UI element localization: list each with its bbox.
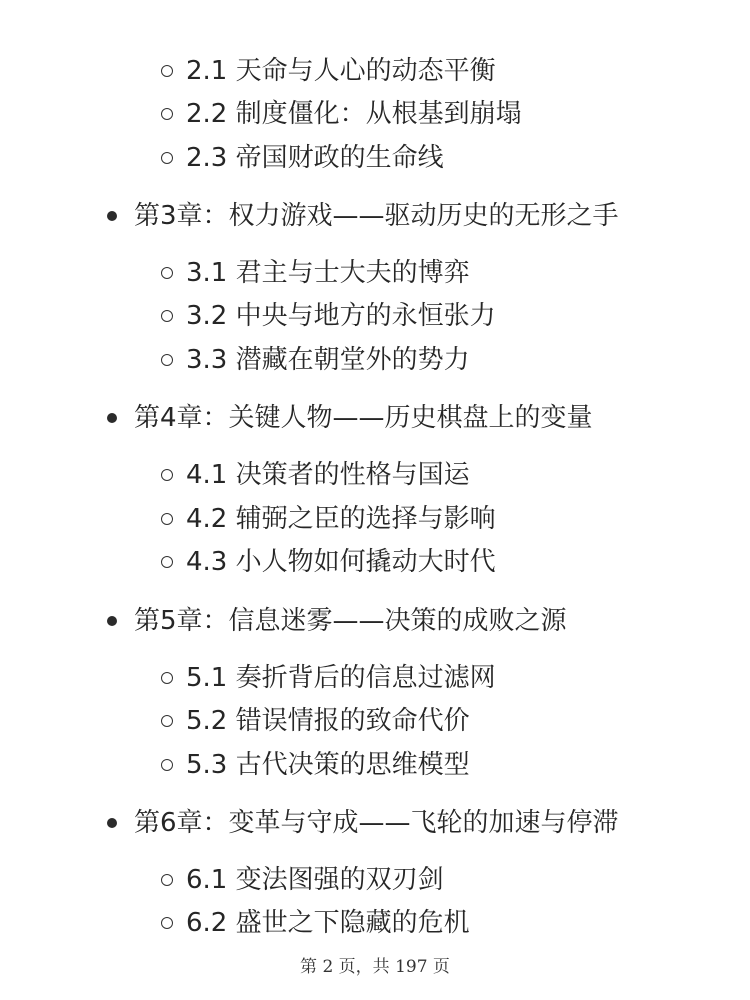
- toc-item-text: 第6章：变革与守成——飞轮的加速与停滞: [134, 808, 619, 838]
- toc-item-text: 第3章：权力游戏——驱动历史的无形之手: [134, 201, 619, 231]
- hollow-bullet-icon: [161, 267, 173, 279]
- hollow-bullet-icon: [161, 759, 173, 771]
- toc-item-text: 4.1 决策者的性格与国运: [186, 460, 470, 490]
- hollow-bullet-icon: [161, 469, 173, 481]
- toc-item-text: 6.2 盛世之下隐藏的危机: [186, 908, 470, 938]
- toc-item-text: 5.3 古代决策的思维模型: [186, 750, 470, 780]
- toc-item-text: 5.2 错误情报的致命代价: [186, 706, 470, 736]
- toc-subsection-2-3: [186, 141, 444, 175]
- toc-subsection-3-3: [186, 343, 470, 377]
- toc-item-text: 3.3 潜藏在朝堂外的势力: [186, 345, 470, 375]
- toc-item-text: 4.2 辅弼之臣的选择与影响: [186, 504, 496, 534]
- toc-subsection-4-1: [186, 458, 470, 492]
- hollow-bullet-icon: [161, 513, 173, 525]
- toc-item-text: 2.3 帝国财政的生命线: [186, 143, 444, 173]
- toc-item-text: 2.2 制度僵化：从根基到崩塌: [186, 99, 522, 129]
- hollow-bullet-icon: [161, 874, 173, 886]
- toc-chapter-6: [134, 806, 619, 840]
- hollow-bullet-icon: [161, 354, 173, 366]
- page-number-footer: 第 2 页，共 197 页: [300, 957, 450, 977]
- hollow-bullet-icon: [161, 556, 173, 568]
- toc-subsection-5-1: [186, 661, 496, 695]
- toc-chapter-4: [134, 401, 593, 435]
- hollow-bullet-icon: [161, 715, 173, 727]
- toc-subsection-2-2: [186, 97, 522, 131]
- hollow-bullet-icon: [161, 152, 173, 164]
- toc-subsection-6-2: [186, 906, 470, 940]
- toc-item-text: 3.1 君主与士大夫的博弈: [186, 258, 470, 288]
- hollow-bullet-icon: [161, 917, 173, 929]
- filled-bullet-icon: [107, 211, 117, 221]
- toc-item-text: 6.1 变法图强的双刃剑: [186, 865, 444, 895]
- toc-chapter-5: [134, 604, 567, 638]
- toc-subsection-3-2: [186, 299, 496, 333]
- toc-subsection-5-3: [186, 748, 470, 782]
- toc-subsection-3-1: [186, 256, 470, 290]
- hollow-bullet-icon: [161, 108, 173, 120]
- toc-subsection-4-2: [186, 502, 496, 536]
- toc-item-text: 5.1 奏折背后的信息过滤网: [186, 663, 496, 693]
- toc-subsection-6-1: [186, 863, 444, 897]
- filled-bullet-icon: [107, 818, 117, 828]
- toc-chapter-3: [134, 199, 619, 233]
- filled-bullet-icon: [107, 616, 117, 626]
- toc-item-text: 第4章：关键人物——历史棋盘上的变量: [134, 403, 593, 433]
- hollow-bullet-icon: [161, 672, 173, 684]
- toc-item-text: 4.3 小人物如何撬动大时代: [186, 547, 496, 577]
- toc-item-text: 2.1 天命与人心的动态平衡: [186, 56, 496, 86]
- toc-subsection-5-2: [186, 704, 470, 738]
- toc-item-text: 第5章：信息迷雾——决策的成败之源: [134, 606, 567, 636]
- toc-subsection-2-1: [186, 54, 496, 88]
- hollow-bullet-icon: [161, 310, 173, 322]
- toc-subsection-4-3: [186, 545, 496, 579]
- filled-bullet-icon: [107, 413, 117, 423]
- toc-item-text: 3.2 中央与地方的永恒张力: [186, 301, 496, 331]
- hollow-bullet-icon: [161, 65, 173, 77]
